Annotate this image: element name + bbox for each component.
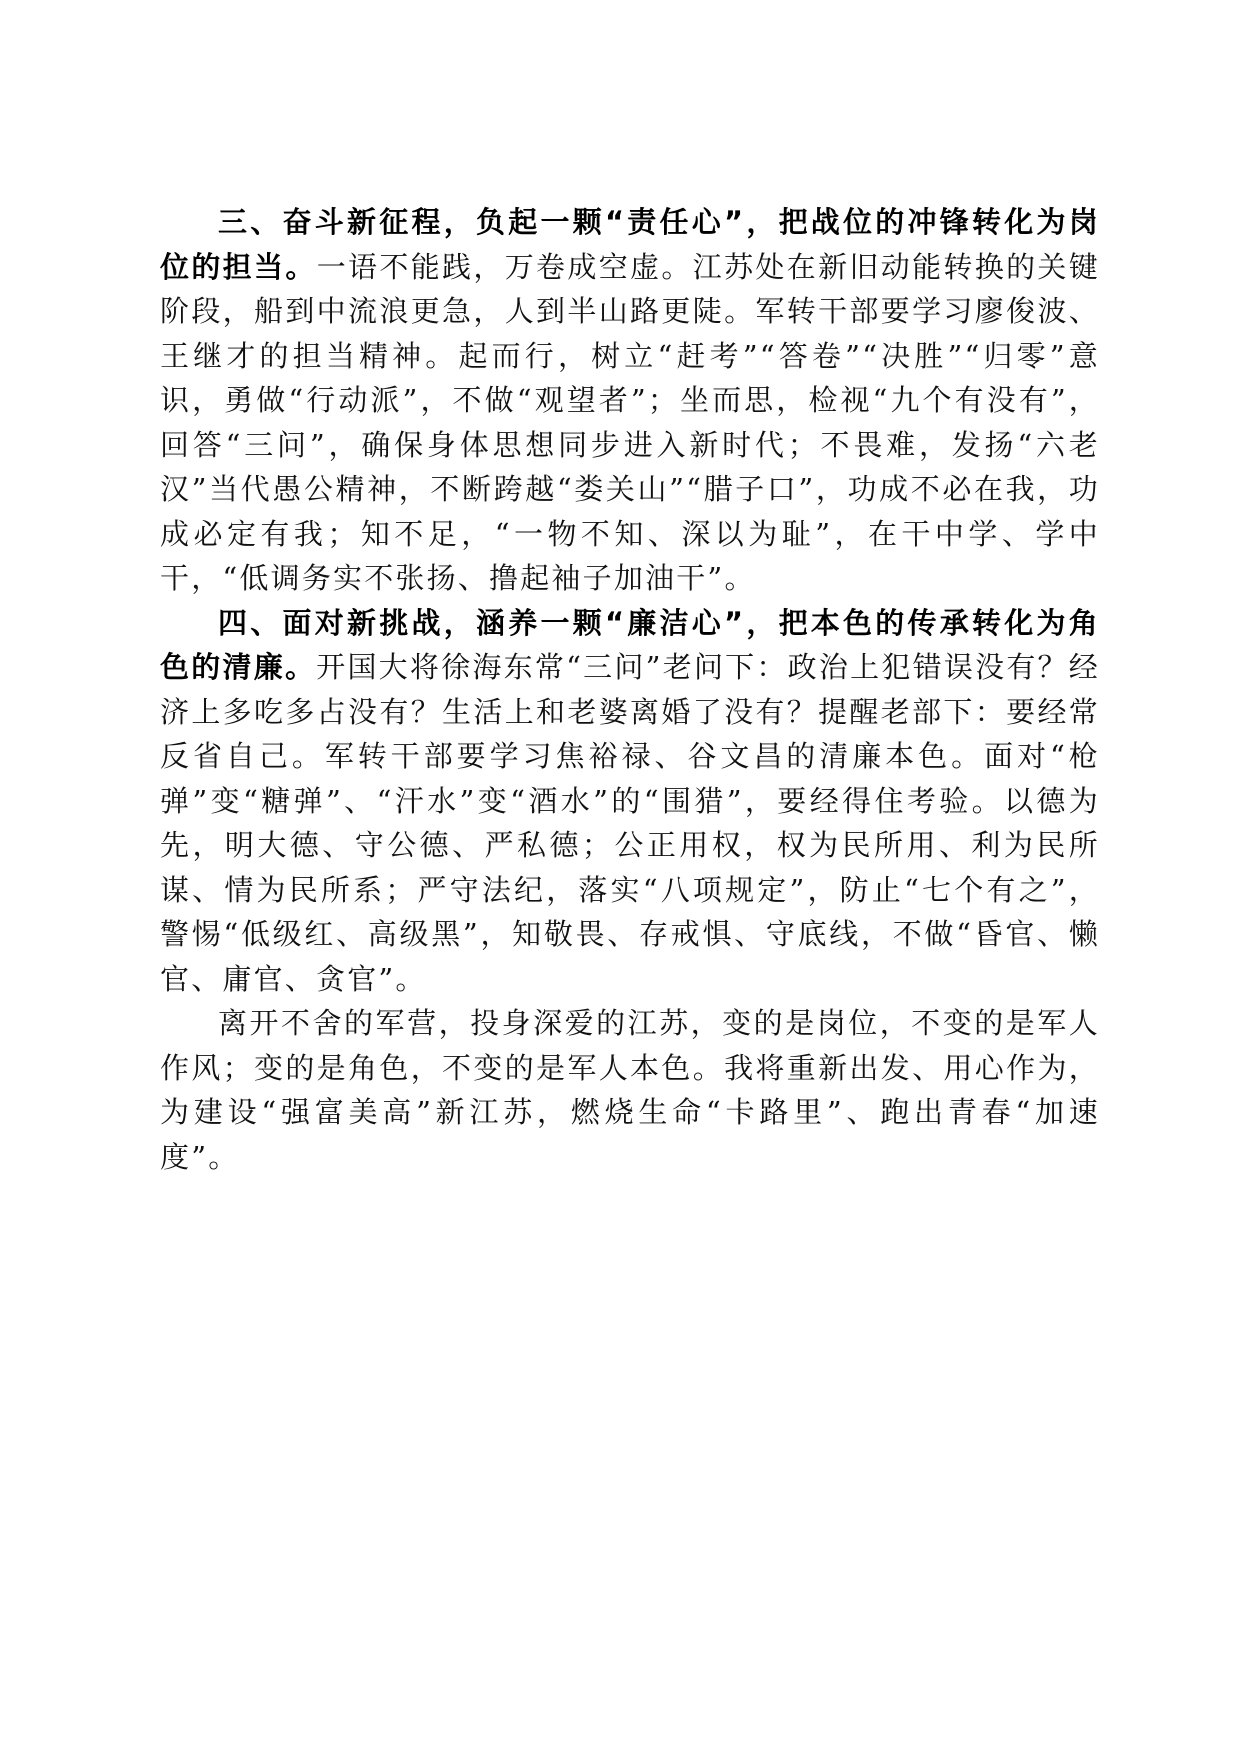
paragraph-conclusion: [160, 1001, 1100, 1179]
section-three-heading: 三、奋斗新征程，负起一颗“责任心”，把战位的冲锋转化为岗位的担当。: [160, 205, 1100, 284]
paragraph-section-four: [160, 601, 1100, 1002]
section-three-text: 一语不能践，万卷成空虚。江苏处在新旧动能转换的关键阶段，船到中流浪更急，人到半山路更陡。军转干部要学习廖俊波、王继才的担当精神。起而行，树立“赶考”“答卷”“决胜”“归零”意识，勇做“行动派”，不做“观望者”；坐而思，检视“九个有没有”，回答“三问”，确保身体思想同步进入新时代；不畏难，发扬“六老汉”当代愚公精神，不断跨越“娄关山”“腊子口”，功成不必在我，功成必定有我；知不足，“一物不知、深以为耻”，在干中学、学中干，“低调务实不张扬、撸起袖子加油干”。: [160, 249, 1100, 595]
conclusion-text: 离开不舍的军营，投身深爱的江苏，变的是岗位，不变的是军人作风；变的是角色，不变的是军人本色。我将重新出发、用心作为，为建设“强富美高”新江苏，燃烧生命“卡路里”、跑出青春“加速度”。: [160, 1006, 1100, 1174]
section-four-heading: 四、面对新挑战，涵养一颗“廉洁心”，把本色的传承转化为角色的清廉。: [160, 605, 1100, 684]
section-four-text: 开国大将徐海东常“三问”老问下：政治上犯错误没有？经济上多吃多占没有？生活上和老婆离婚了没有？提醒老部下：要经常反省自己。军转干部要学习焦裕禄、谷文昌的清廉本色。面对“枪弹”变“糖弹”、“汗水”变“酒水”的“围猎”，要经得住考验。以德为先，明大德、守公德、严私德；公正用权，权为民所用、利为民所谋、情为民所系；严守法纪，落实“八项规定”，防止“七个有之”，警惕“低级红、高级黑”，知敬畏、存戒惧、守底线，不做“昏官、懒官、庸官、贪官”。: [160, 650, 1100, 996]
paragraph-section-three: [160, 200, 1100, 601]
document-body: [160, 200, 1100, 1179]
